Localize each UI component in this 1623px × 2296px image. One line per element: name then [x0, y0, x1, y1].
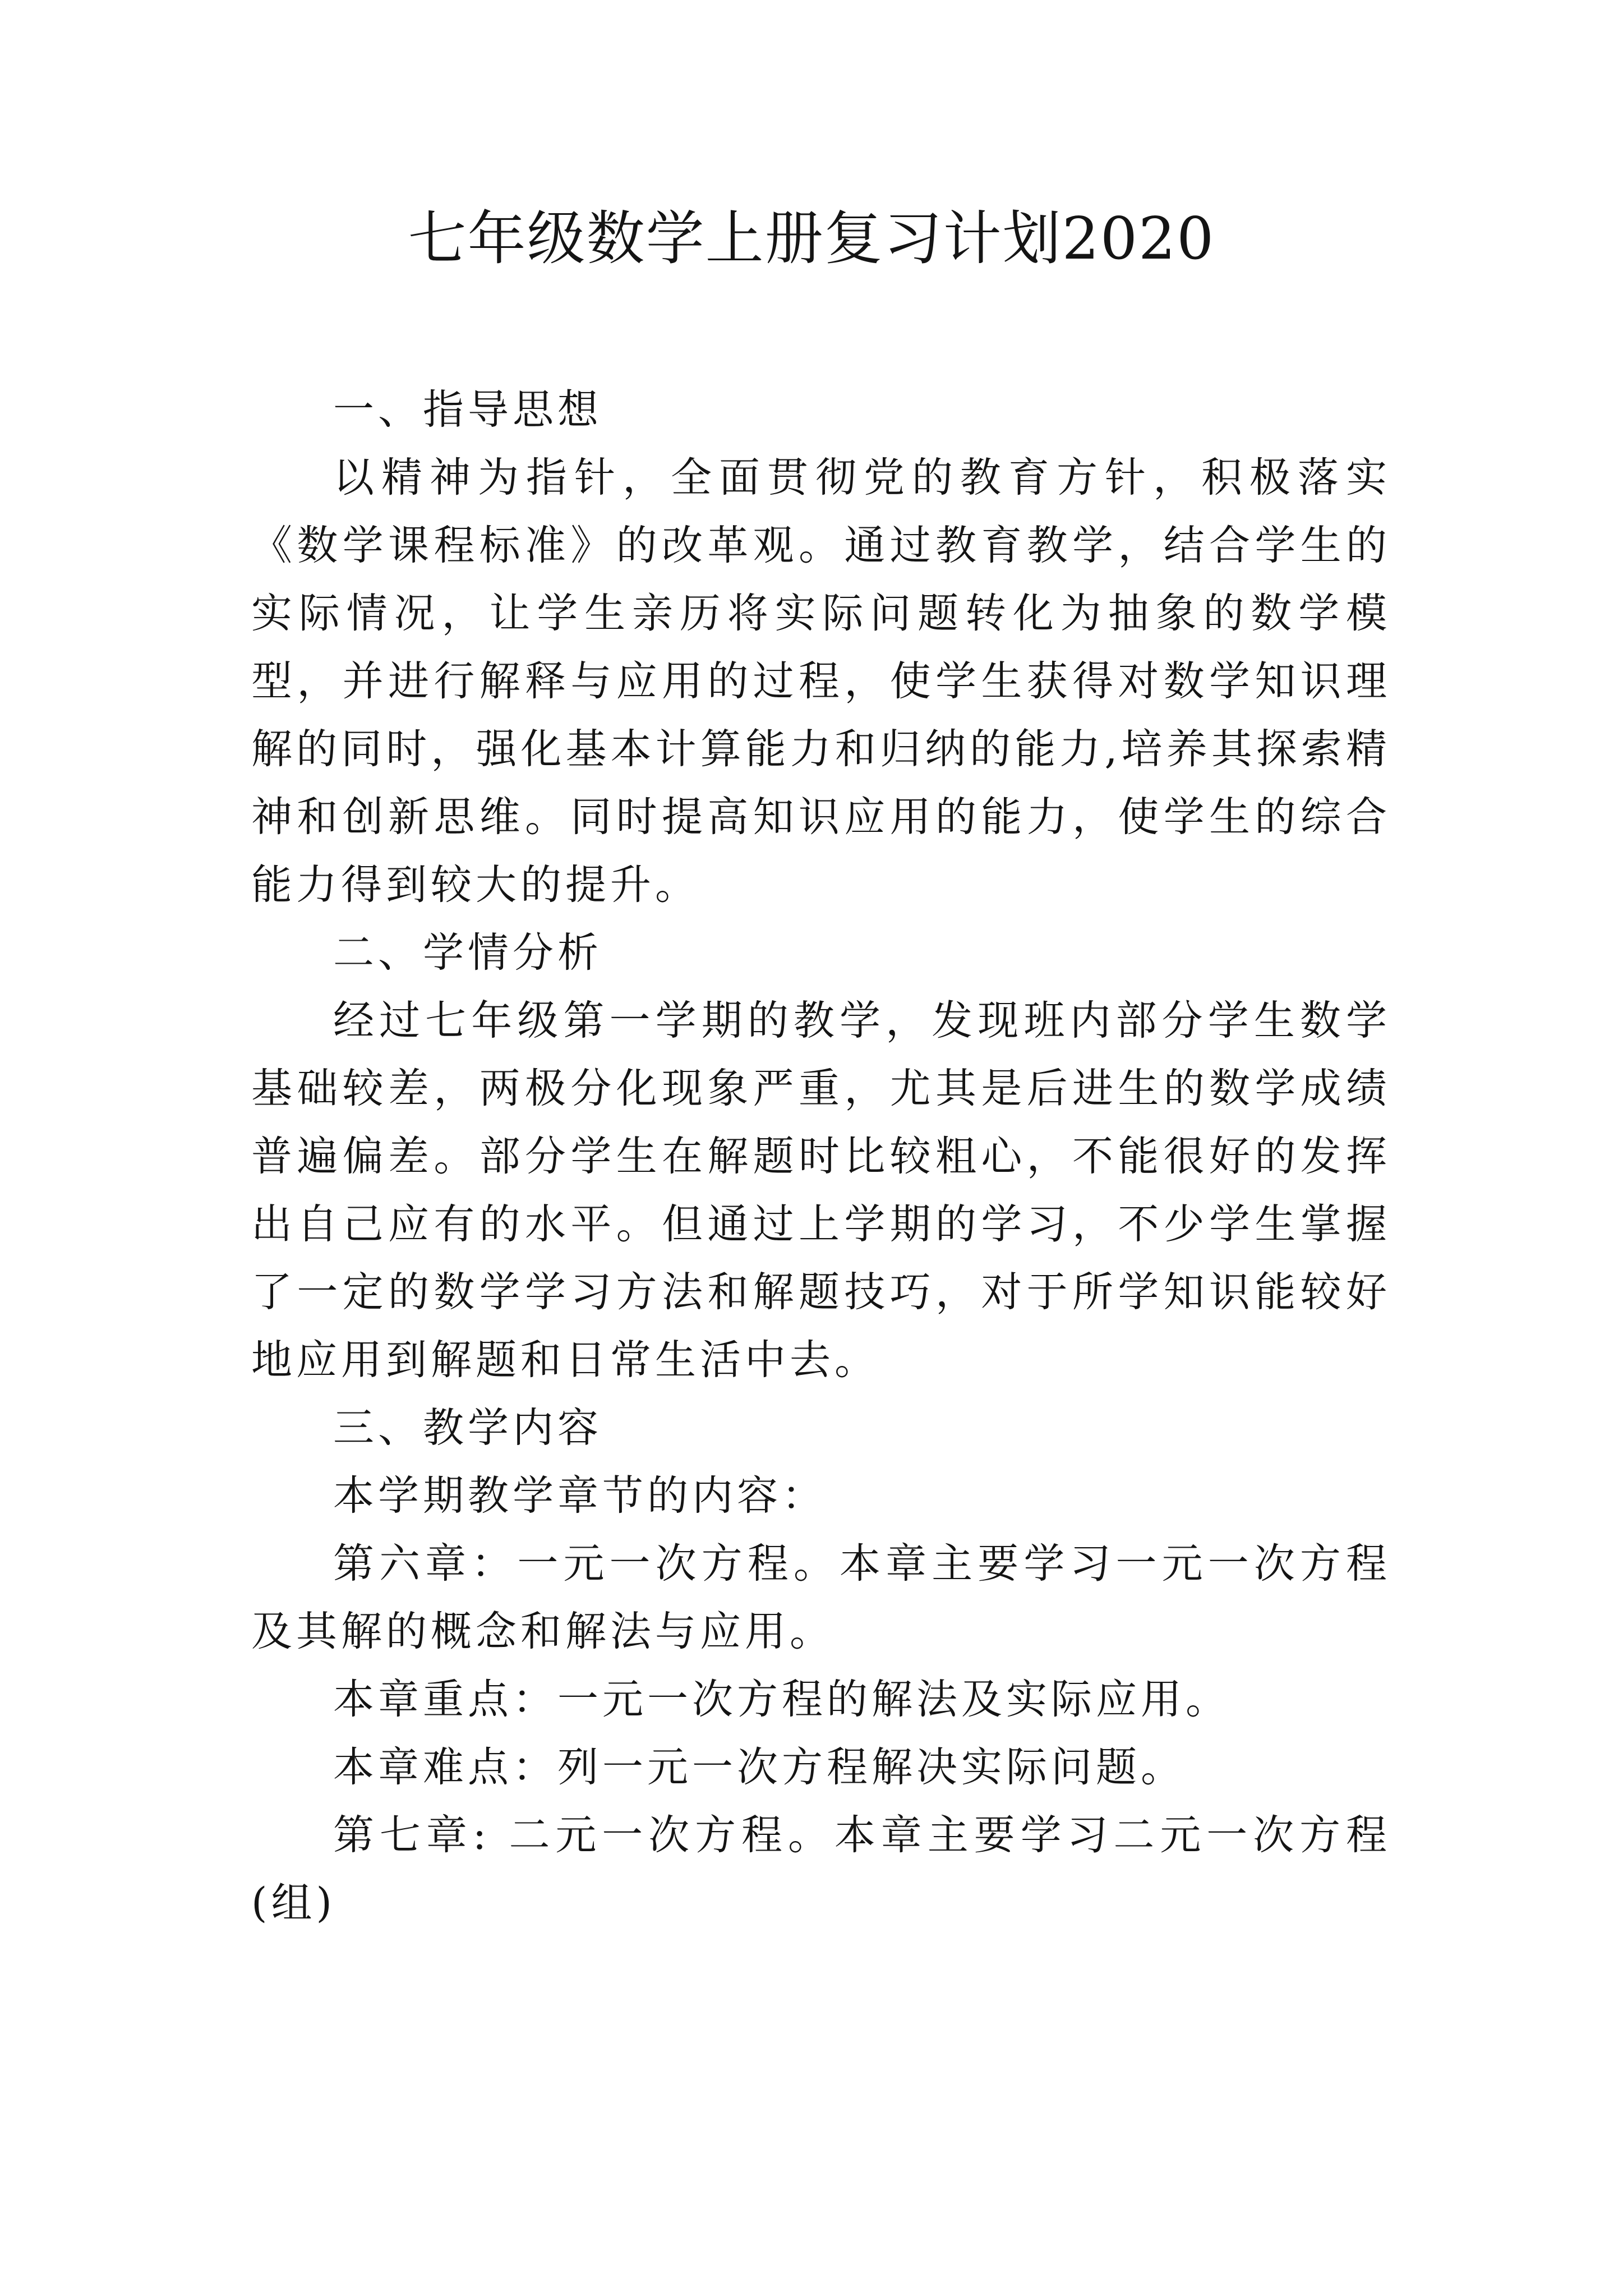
paragraph-guiding-ideology: 以精神为指针，全面贯彻党的教育方针，积极落实《数学课程标准》的改革观。通过教育教学，结合学生的实际情况，让学生亲历将实际问题转化为抽象的数学模型，并进行解释与应用的过程，使学生获得对数学知识理解的同时，强化基本计算能力和归纳的能力,培养其探索精神和创新思维。同时提高知识应用的能力，使学生的综合能力得到较大的提升。 — [251, 454, 1391, 909]
paragraph-chapter-seven: 第七章: 二元一次方程。本章主要学习二元一次方程(组) — [251, 1811, 1391, 1927]
paragraph-chapter-six: 第六章：一元一次方程。本章主要学习一元一次方程及其解的概念和解法与应用。 — [251, 1540, 1391, 1655]
paragraph-student-analysis: 经过七年级第一学期的教学，发现班内部分学生数学基础较差，两极分化现象严重，尤其是后进生的数学成绩普遍偏差。部分学生在解题时比较粗心，不能很好的发挥出自己应有的水平。但通过上学期的学习，不少学生掌握了一定的数学学习方法和解题技巧，对于所学知识能较好地应用到解题和日常生活中去。 — [251, 997, 1391, 1384]
paragraph-chapter-six-key-points: 本章重点：一元一次方程的解法及实际应用。 — [333, 1676, 1230, 1723]
document-body — [251, 376, 1391, 1937]
paragraph-chapter-six-difficulties: 本章难点：列一元一次方程解决实际问题。 — [333, 1743, 1186, 1791]
document-title: 七年级数学上册复习计划2020 — [408, 204, 1215, 273]
paragraph-chapter-intro: 本学期教学章节的内容： — [333, 1472, 827, 1520]
section-heading-student-analysis: 二、学情分析 — [333, 929, 602, 977]
section-heading-teaching-content: 三、教学内容 — [333, 1404, 602, 1452]
section-heading-guiding-ideology: 一、指导思想 — [333, 386, 602, 434]
